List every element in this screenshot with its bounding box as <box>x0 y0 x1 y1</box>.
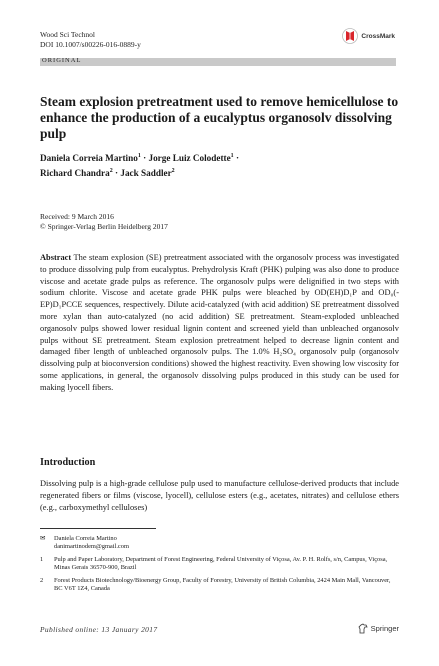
affiliation-text: Forest Products Biotechnology/Bioenergy Group, Faculty of Forestry, University of British Columbia, 2424 Main Mall, Vancouver, BC V6T 1Z4, Canada <box>54 576 391 593</box>
crossmark-label: CrossMark <box>361 32 395 40</box>
springer-horse-icon <box>358 623 368 634</box>
author-name[interactable]: Richard Chandra <box>40 168 110 179</box>
crossmark-icon <box>342 28 358 44</box>
abstract-text: The steam explosion (SE) pretreatment associated with the organosolv process was investigated to produce dissolving pulp from eucalyptus. Prehydrolysis Kraft (PHK) pulping was also done to produce viscose and acetate grade pulps as reference. The organosolv pulps were delignified in two steps with sodium chlorite. Viscose and acetate grade PHK pulps were bleached by OD(EH)D₁P and OD₀(-EP)D₁PCCE sequences, respectively. Dilute acid-catalyzed (with acid addition) SE pretreatment dissolved more xylan than auto-catalyzed (no acid addition) SE pretreatment. Steam-exploded unbleached organosolv pulps showed lower residual lignin content and screened yield than unbleached organosolv pulps without SE pretreatment. Steam explosion pretreatment helped to decrease lignin content and damaged fiber length of unbleached organosolv pulps. The 1.0% H₂SO₄ organosolv pulp (organosolv dissolving pulp at bioconversion conditions) showed the highest reactivity. Even showing low viscosity for some applications, in general, the organosolv dissolving pulps produced in this study can be used for making lyocell fibers. <box>40 253 399 392</box>
publisher-name: Springer <box>370 624 399 633</box>
footnote-mark: 1 <box>40 555 44 563</box>
received-date: Received: 9 March 2016 <box>40 212 114 221</box>
author-name[interactable]: Jorge Luiz Colodette <box>148 153 231 164</box>
doi[interactable]: DOI 10.1007/s00226-016-0889-y <box>40 40 141 49</box>
author-affiliation-mark: 2 <box>171 168 175 175</box>
published-online: Published online: 13 January 2017 <box>40 625 158 634</box>
section-heading-introduction: Introduction <box>40 457 96 468</box>
footnote-correspondence <box>40 535 400 552</box>
author-separator: · <box>112 168 121 179</box>
copyright: © Springer-Verlag Berlin Heidelberg 2017 <box>40 222 168 231</box>
author-affiliation-mark: 1 <box>230 153 234 159</box>
article-type-bar <box>40 58 396 66</box>
article-title: Steam explosion pretreatment used to remove hemicellulose to enhance the production of a eucalyptus organosolv dissolving pulp <box>40 94 399 141</box>
affiliation-text: Pulp and Paper Laboratory, Department of Forest Engineering, Federal University of Viçosa, Av. P. H. Rolfs, s/n, Campus, Viçosa, Minas Gerais 36570-900, Brazil <box>54 555 388 572</box>
footnote-affiliation-1 <box>40 556 400 573</box>
springer-logo <box>358 623 399 634</box>
journal-header <box>40 30 141 50</box>
author-affiliation-mark: 1 <box>137 153 141 159</box>
correspondence-text[interactable]: Daniela Correia Martino danimartinodem@gmail.com <box>54 535 129 551</box>
crossmark-badge[interactable] <box>342 28 395 44</box>
author-separator: · <box>140 153 149 164</box>
author-name[interactable]: Daniela Correia Martino <box>40 153 138 164</box>
footnote-mark: 2 <box>40 576 44 584</box>
author-separator: · <box>233 153 240 164</box>
footnotes <box>40 535 400 597</box>
abstract-heading: Abstract <box>40 253 72 262</box>
journal-name: Wood Sci Technol <box>40 30 95 39</box>
footnote-rule <box>40 528 156 529</box>
dates-block <box>40 212 168 232</box>
author-affiliation-mark: 2 <box>109 168 113 175</box>
abstract <box>40 252 399 394</box>
footnote-affiliation-2 <box>40 577 400 594</box>
introduction-text: Dissolving pulp is a high-grade cellulose pulp used to manufacture cellulose-derived products that include regenerated fibers or films (viscose, lyocell), cellulose esters (e.g., acetates, nitrates) and cellulose ethers (e.g., carboxymethyl celluloses) <box>40 479 399 512</box>
article-type-label: ORIGINAL <box>42 57 82 64</box>
envelope-icon: ✉ <box>40 535 46 542</box>
author-list <box>40 150 396 180</box>
author-name[interactable]: Jack Saddler <box>120 168 172 179</box>
